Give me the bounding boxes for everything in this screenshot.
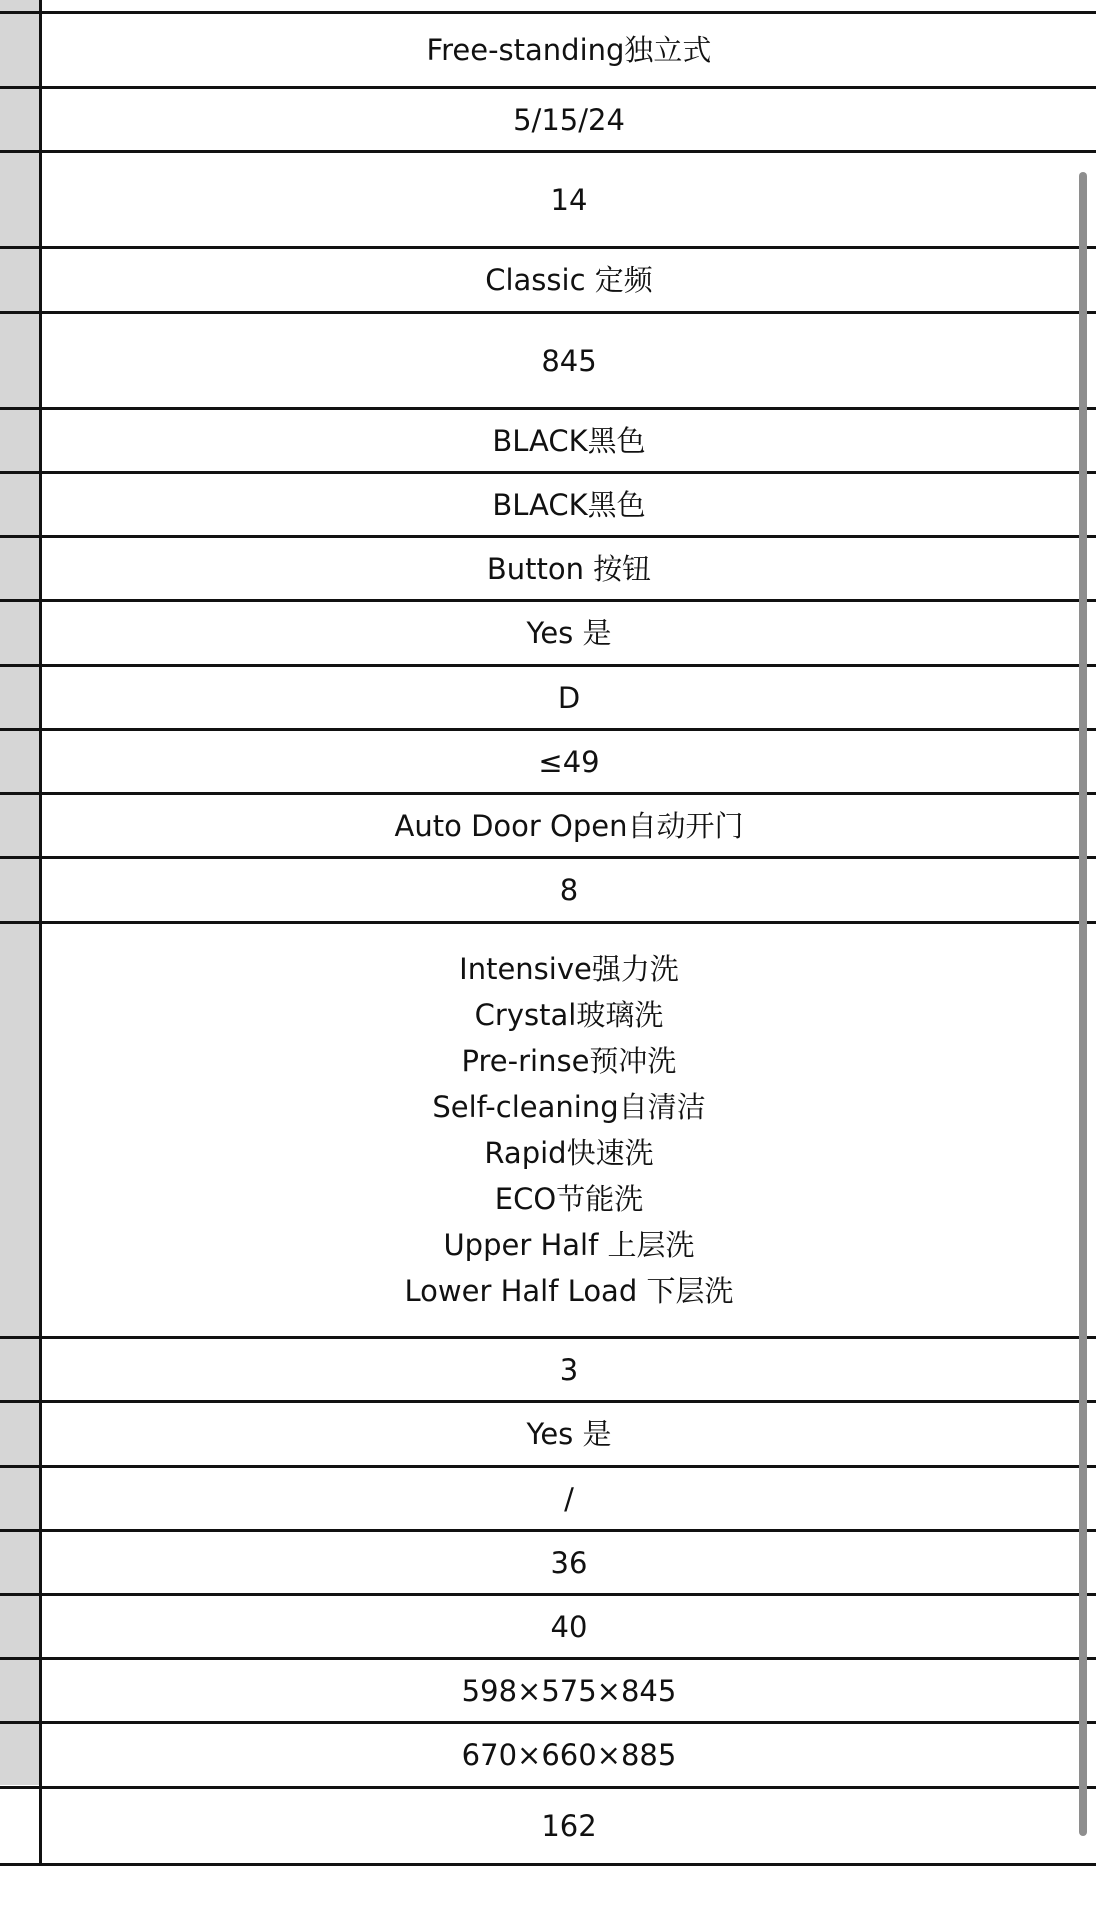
table-cell bbox=[42, 731, 1096, 792]
table-cell bbox=[42, 14, 1096, 86]
table-cell bbox=[42, 1660, 1096, 1721]
table-row bbox=[0, 1789, 1096, 1866]
table-row bbox=[0, 924, 1096, 1339]
table-cell bbox=[42, 1532, 1096, 1593]
cell-text: 670×660×885 bbox=[461, 1738, 677, 1772]
table-cell bbox=[42, 410, 1096, 471]
cell-text: Pre-rinse预冲洗 bbox=[461, 1044, 677, 1078]
table-row bbox=[0, 731, 1096, 795]
cell-text: 162 bbox=[541, 1809, 597, 1843]
vertical-scrollbar[interactable] bbox=[1079, 172, 1087, 1836]
cell-text: Free-standing独立式 bbox=[426, 33, 712, 67]
table-row bbox=[0, 1724, 1096, 1789]
table-cell bbox=[42, 1468, 1096, 1529]
cell-text: Crystal玻璃洗 bbox=[474, 998, 664, 1032]
table-cell bbox=[42, 474, 1096, 535]
table-cell bbox=[42, 602, 1096, 664]
cell-text: Yes 是 bbox=[526, 616, 612, 650]
cell-text: 36 bbox=[550, 1545, 588, 1580]
cell-text: Button 按钮 bbox=[486, 551, 652, 586]
table-row bbox=[0, 89, 1096, 153]
cell-text: Intensive强力洗 bbox=[459, 952, 679, 986]
cell-text: 40 bbox=[550, 1609, 588, 1644]
table-row bbox=[0, 667, 1096, 731]
cell-text: BLACK黑色 bbox=[492, 487, 646, 522]
cell-text: D bbox=[557, 680, 581, 715]
table-cell bbox=[42, 314, 1096, 407]
table-cell bbox=[42, 924, 1096, 1336]
table-row bbox=[0, 538, 1096, 602]
table-row bbox=[0, 1403, 1096, 1468]
table-row bbox=[0, 410, 1096, 474]
table-row bbox=[0, 314, 1096, 410]
cell-text: Self-cleaning自清洁 bbox=[432, 1090, 706, 1124]
cell-text: 8 bbox=[559, 873, 579, 907]
table-row bbox=[0, 11, 1096, 89]
cell-text: Upper Half 上层洗 bbox=[443, 1228, 695, 1262]
table-cell bbox=[42, 1724, 1096, 1786]
cell-text: ≤49 bbox=[538, 744, 600, 779]
table-row bbox=[0, 153, 1096, 249]
cell-text: 598×575×845 bbox=[461, 1673, 677, 1708]
cell-text: Yes 是 bbox=[526, 1417, 612, 1451]
table-cell bbox=[42, 1596, 1096, 1657]
cell-text: Rapid快速洗 bbox=[484, 1136, 654, 1170]
cell-text: 5/15/24 bbox=[513, 102, 625, 137]
cell-text: Lower Half Load 下层洗 bbox=[404, 1274, 734, 1308]
table-row bbox=[0, 1660, 1096, 1724]
table-cell bbox=[42, 1789, 1096, 1863]
table-row bbox=[0, 859, 1096, 924]
table-row bbox=[0, 1468, 1096, 1532]
table-cell bbox=[42, 1339, 1096, 1400]
cell-text: BLACK黑色 bbox=[492, 423, 646, 458]
table-row bbox=[0, 795, 1096, 859]
cell-text: 845 bbox=[541, 343, 597, 378]
table-cell bbox=[42, 795, 1096, 856]
cell-text: 3 bbox=[559, 1352, 579, 1387]
table-row bbox=[0, 1532, 1096, 1596]
table-row bbox=[0, 1339, 1096, 1403]
table-row bbox=[0, 474, 1096, 538]
table-row bbox=[0, 249, 1096, 314]
table-cell bbox=[42, 89, 1096, 150]
table-row bbox=[0, 1596, 1096, 1660]
table-cell bbox=[42, 859, 1096, 921]
table-cell bbox=[42, 153, 1096, 246]
cell-text: ECO节能洗 bbox=[494, 1182, 644, 1216]
cell-text: Auto Door Open自动开门 bbox=[394, 808, 744, 843]
cell-text: 14 bbox=[550, 182, 588, 217]
table-cell bbox=[42, 249, 1096, 311]
table-cell bbox=[42, 538, 1096, 599]
table-row bbox=[0, 602, 1096, 667]
cell-text: Classic 定频 bbox=[485, 263, 653, 297]
table-cell bbox=[42, 1403, 1096, 1465]
cell-text: / bbox=[564, 1481, 574, 1516]
column-divider bbox=[39, 0, 42, 1866]
table-cell bbox=[42, 667, 1096, 728]
